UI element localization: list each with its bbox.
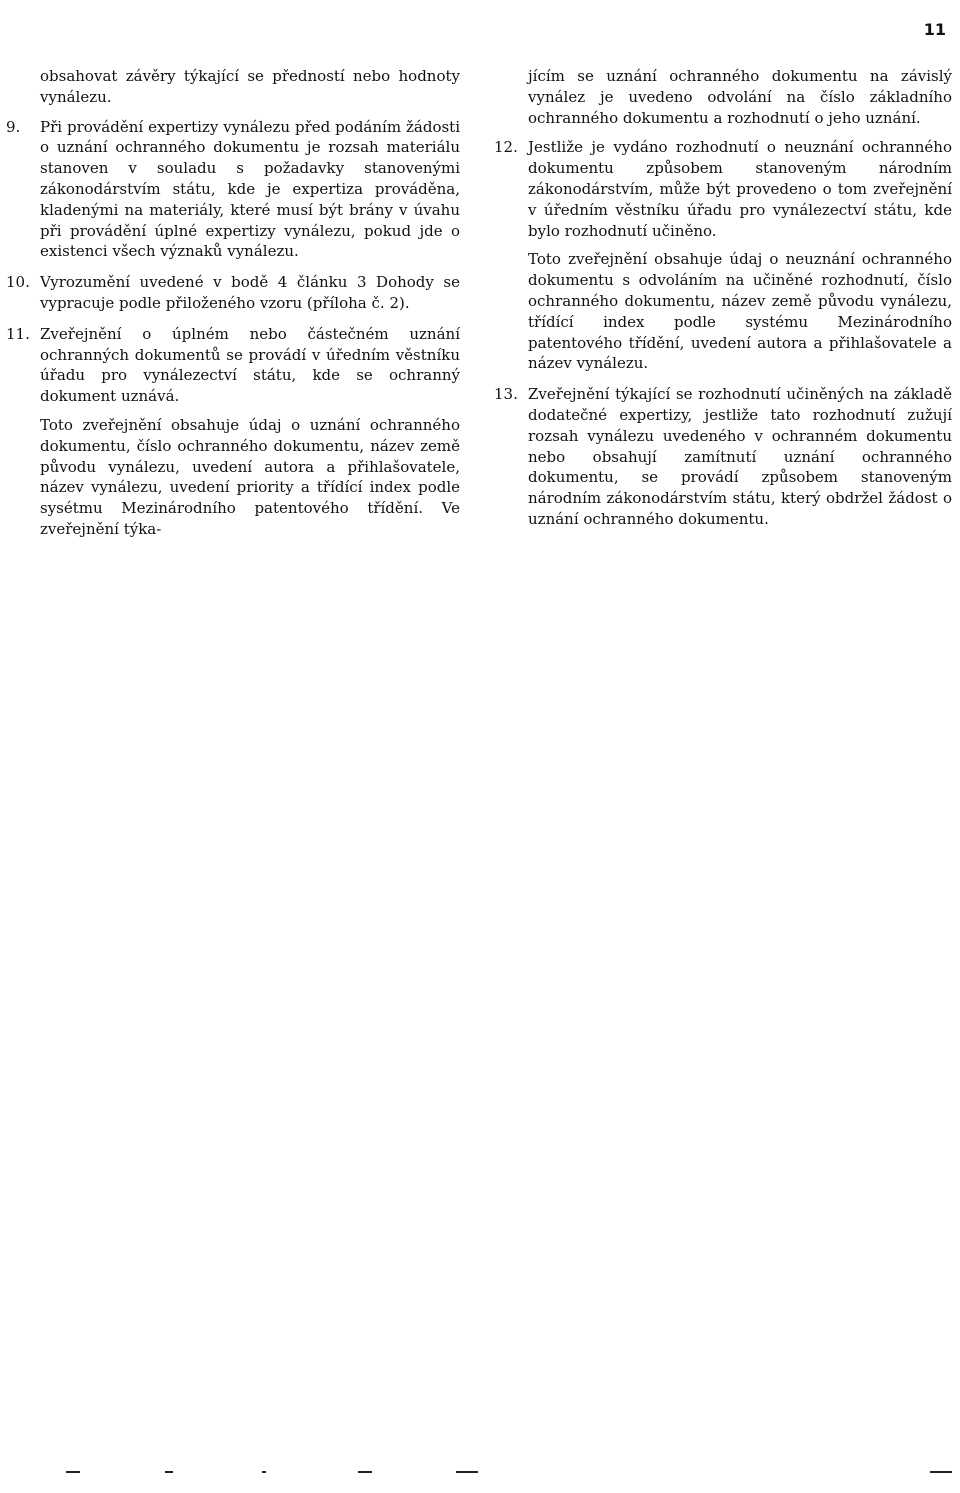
- item-number: 10.: [6, 273, 30, 292]
- item-paragraph: Vyrozumění uvedené v bodě 4 článku 3 Dohody se vypracuje podle přiloženého vzoru (příloha č. 2).: [40, 273, 460, 312]
- scan-mark: [66, 1471, 80, 1473]
- item-paragraph: Toto zveřejnění obsahuje údaj o neuznání ochranného dokumentu s odvoláním na učiněné rozhodnutí, číslo ochranného dokumentu, název země původu vynálezu, třídící index podle systému Mezinárodního patentového třídění, uvedení autora a přihlašovatele a název vynálezu.: [528, 250, 952, 373]
- right-column: [494, 66, 952, 540]
- item-number: 13.: [494, 385, 518, 404]
- item-number: 11.: [6, 324, 30, 343]
- scan-artifact-marks: [0, 1471, 960, 1475]
- scan-mark: [358, 1471, 372, 1473]
- item-11: [6, 324, 460, 540]
- left-column: [6, 66, 460, 550]
- item-10: [6, 272, 460, 314]
- item-9: [6, 117, 460, 263]
- scan-mark: [930, 1471, 952, 1473]
- right-intro-paragraph: jícím se uznání ochranného dokumentu na závislý vynález je uvedeno odvolání na číslo základního ochranného dokumentu a rozhodnutí o jeho uznání.: [528, 67, 952, 127]
- page-number: 11: [923, 20, 946, 39]
- item-paragraph: Zveřejnění o úplném nebo částečném uznání ochranných dokumentů se provádí v úředním věstníku úřadu pro vynálezectví státu, kde se ochranný dokument uznává.: [40, 324, 460, 406]
- item-12: [494, 137, 952, 374]
- left-intro-paragraph: obsahovat závěry týkající se předností nebo hodnoty vynálezu.: [40, 67, 460, 106]
- item-paragraph: Zveřejnění týkající se rozhodnutí učiněných na základě dodatečné expertizy, jestliže tato rozhodnutí zužují rozsah vynálezu uvedeného v ochranném dokumentu nebo obsahují zamítnutí uznání ochranného dokumentu, se provádí způsobem stanoveným národním zákonodárstvím státu, který obdržel žádost o uznání ochranného dokumentu.: [528, 385, 952, 528]
- scan-mark: [165, 1471, 173, 1473]
- item-number: 9.: [6, 117, 21, 136]
- scan-mark: [456, 1471, 478, 1473]
- item-paragraph: Při provádění expertizy vynálezu před podáním žádosti o uznání ochranného dokumentu je rozsah materiálu stanoven v souladu s požadavky stanovenými zákonodárstvím státu, kde je expertiza prováděna, kladenými na materiály, které musí být brány v úvahu při provádění úplné expertizy vynálezu, pokud jde o existenci všech význaků vynálezu.: [40, 117, 460, 261]
- scan-mark: [262, 1471, 266, 1473]
- item-number: 12.: [494, 138, 518, 157]
- item-paragraph: Jestliže je vydáno rozhodnutí o neuznání ochranného dokumentu způsobem stanoveným národním zákonodárstvím, může být provedeno o tom zveřejnění v úředním věstníku úřadu pro vynálezectví státu, kde bylo rozhodnutí učiněno.: [528, 138, 952, 240]
- item-paragraph: Toto zveřejnění obsahuje údaj o uznání ochranného dokumentu, číslo ochranného dokumentu, název země původu vynálezu, uvedení autora a přihlašovatele, název vynálezu, uvedení priority a třídící index podle sysétmu Mezinárodního patentového třídění. Ve zveřejnění týka-: [40, 415, 460, 538]
- item-13: [494, 384, 952, 530]
